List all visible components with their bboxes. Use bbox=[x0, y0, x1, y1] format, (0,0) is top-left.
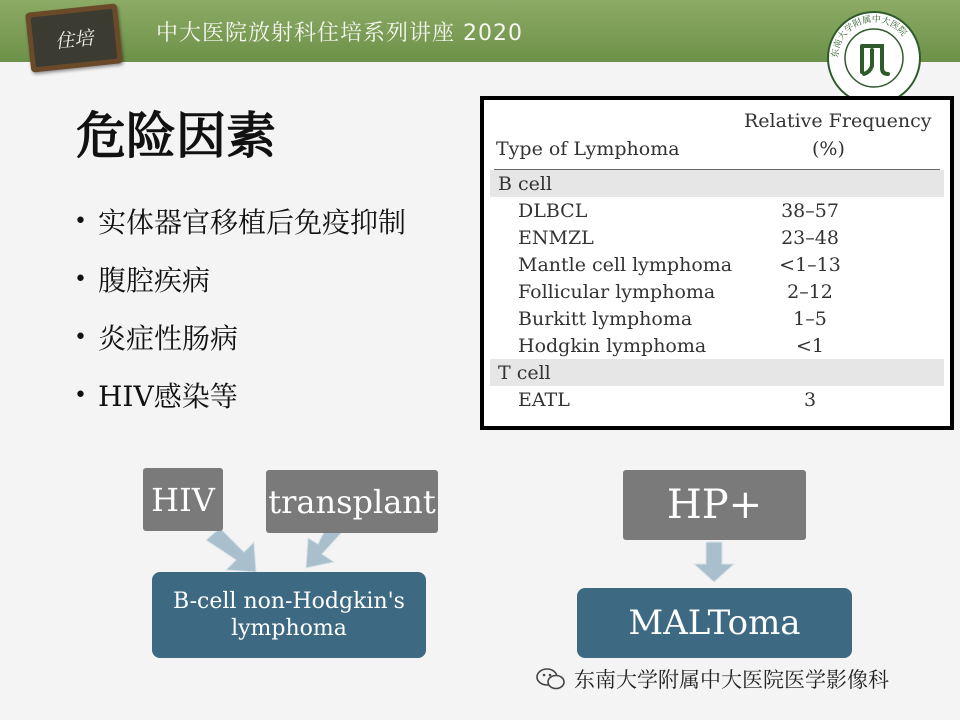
list-item bbox=[74, 308, 406, 366]
header-title: 中大医院放射科住培系列讲座 2020 bbox=[156, 21, 523, 46]
watermark-text: 东南大学附属中大医院医学影像科 bbox=[574, 668, 889, 692]
b-cell-lymphoma-box: B-cell non-Hodgkin's lymphoma bbox=[152, 572, 426, 658]
table-body bbox=[490, 170, 944, 413]
row-value: 1–5 bbox=[793, 308, 827, 330]
bullet-dot-icon: • bbox=[74, 324, 87, 350]
bullet-text: 炎症性肠病 bbox=[98, 322, 239, 355]
hp-positive-box: HP+ bbox=[623, 470, 806, 540]
bullet-dot-icon: • bbox=[74, 266, 87, 292]
column-header-type: Type of Lymphoma bbox=[496, 138, 680, 160]
transplant-box: transplant bbox=[266, 470, 438, 533]
row-label: Mantle cell lymphoma bbox=[518, 254, 733, 276]
row-value: <1–13 bbox=[779, 254, 841, 276]
list-item bbox=[74, 192, 406, 250]
row-label: Hodgkin lymphoma bbox=[518, 335, 707, 357]
table-row bbox=[490, 197, 944, 224]
table-row bbox=[490, 278, 944, 305]
row-label: Follicular lymphoma bbox=[518, 281, 716, 303]
risk-factor-list bbox=[74, 192, 406, 424]
list-item bbox=[74, 250, 406, 308]
list-item bbox=[74, 366, 406, 424]
table-row bbox=[490, 305, 944, 332]
bullet-text: 实体器官移植后免疫抑制 bbox=[98, 206, 407, 239]
header-bar bbox=[0, 0, 960, 62]
row-value: 3 bbox=[803, 389, 817, 411]
table-row bbox=[490, 332, 944, 359]
table-row bbox=[490, 224, 944, 251]
column-header-frequency: Relative Frequency bbox=[744, 110, 932, 132]
bullet-dot-icon: • bbox=[74, 382, 87, 408]
table-row bbox=[490, 251, 944, 278]
hiv-box: HIV bbox=[143, 468, 223, 531]
logo-text: 住培 bbox=[31, 9, 118, 67]
seal-text: 东南大学附属中大医院 bbox=[830, 14, 909, 59]
arrow-down-right-icon bbox=[206, 528, 256, 572]
table-row bbox=[490, 359, 944, 386]
wechat-icon bbox=[536, 667, 566, 691]
row-label: ENMZL bbox=[518, 227, 594, 249]
table-header bbox=[494, 100, 940, 170]
table-row bbox=[490, 170, 944, 197]
row-value: 2–12 bbox=[787, 281, 833, 303]
row-value: 38–57 bbox=[781, 200, 839, 222]
bullet-dot-icon: • bbox=[74, 208, 87, 234]
row-value: 23–48 bbox=[781, 227, 839, 249]
lymphoma-frequency-table bbox=[480, 96, 954, 430]
bullet-text: 腹腔疾病 bbox=[98, 264, 211, 297]
maltoma-box: MALToma bbox=[577, 588, 852, 658]
bullet-text: HIV感染等 bbox=[98, 380, 238, 413]
row-label: DLBCL bbox=[518, 200, 588, 222]
row-label: T cell bbox=[498, 362, 551, 384]
slide-title: 危险因素 bbox=[76, 107, 276, 165]
column-header-unit: (%) bbox=[812, 138, 845, 160]
table-row bbox=[490, 386, 944, 413]
arrow-down-icon bbox=[694, 542, 734, 582]
watermark bbox=[536, 664, 889, 694]
row-value: <1 bbox=[795, 335, 824, 357]
hospital-seal-icon bbox=[826, 10, 922, 106]
row-label: Burkitt lymphoma bbox=[518, 308, 693, 330]
row-label: EATL bbox=[518, 389, 570, 411]
row-label: B cell bbox=[498, 173, 553, 195]
chalkboard-logo bbox=[25, 3, 123, 72]
